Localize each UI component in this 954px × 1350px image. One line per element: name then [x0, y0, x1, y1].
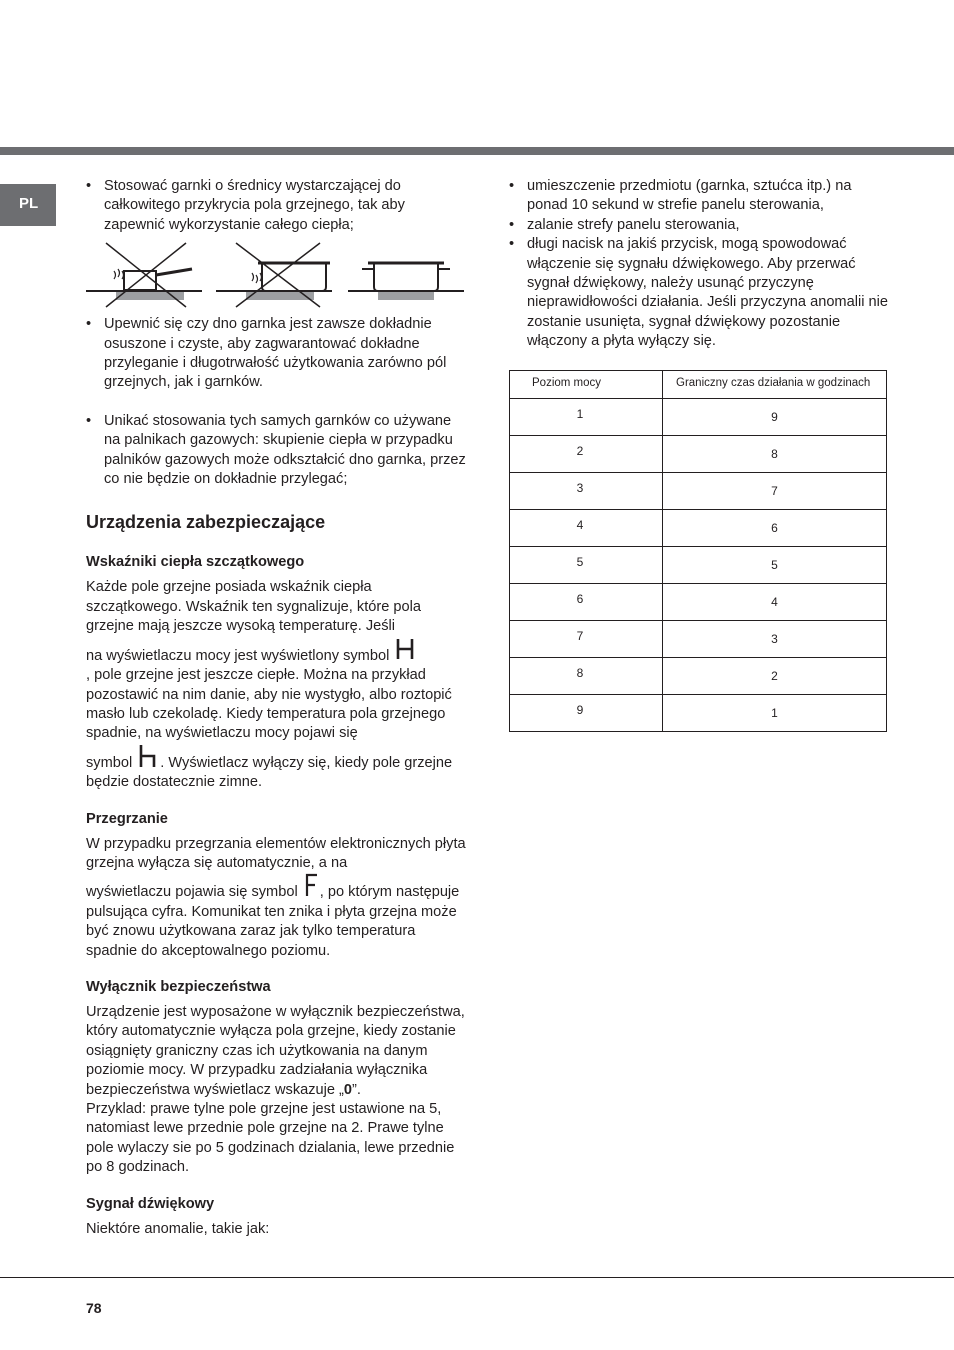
list-item: • umieszczenie przedmiotu (garnka, sztućca itp.) na ponad 10 sekund w strefie panelu sterowania,	[509, 177, 889, 216]
table-row	[510, 509, 887, 546]
footer-rule	[0, 1277, 954, 1278]
pan-tips-list	[86, 177, 466, 235]
residual-heat-title: Wskaźniki ciepła szczątkowego	[86, 554, 305, 571]
overheat-title: Przegrzanie	[86, 810, 168, 827]
table-row	[510, 583, 887, 620]
residual-heat-text: Każde pole grzejne posiada wskaźnik ciepła szczątkowego. Wskaźnik ten sygnalizuje, które pola grzejne mają jeszcze wysoką temperaturę. Jeśli na wyświetlaczu mocy jest wyświetlony symbol , pole grzejne jest jeszcze ciepłe. Można na przykład pozostawić na nim danie, aby nie wystygło, albo roztopić masło lub czekoladę. Kiedy temperatura pola grzejnego spadnie, na wyświetlaczu mocy pojawi się symbol . Wyświetlacz wyłączy się, kiedy pole grzejne będzie dostatecznie zimne.	[86, 579, 453, 791]
power-level-cell: 2	[510, 435, 663, 472]
table-row	[510, 472, 887, 509]
wide-pan-wrong-icon	[216, 241, 332, 309]
time-limit-cell: 1	[663, 694, 887, 731]
sound-signal-title: Sygnał dźwiękowy	[86, 1195, 215, 1212]
small-pan-wrong-icon	[86, 241, 202, 309]
power-level-cell: 5	[510, 546, 663, 583]
table-row	[510, 398, 887, 435]
section-title: Urządzenia zabezpieczające	[86, 512, 326, 533]
list-item: • Stosować garnki o średnicy wystarczającej do całkowitego przykrycia pola grzejnego, tak aby zapewnić wykorzystanie całego ciepła;	[86, 177, 466, 235]
display-H-symbol-icon	[395, 637, 415, 661]
display-h-symbol-icon	[138, 744, 158, 768]
power-level-cell: 6	[510, 583, 663, 620]
correct-pan-icon	[348, 241, 464, 309]
time-limit-cell: 7	[663, 472, 887, 509]
safety-switch-text: Urządzenie jest wyposażone w wyłącznik bezpieczeństwa, który automatycznie wyłącza pola grzejne, kiedy zostanie osiągnięty graniczny czas ich użytkowania na danym poziomie mocy. W przypadku zadziałania wyłącznika bezpieczeństwa wyświetlacz wskazuje „0”. Przyklad: prawe tylne pole grzejne jest ustawione na 5, natomiast lewe przednie pole grzejne na 2. Prawe tylne pole wylaczy sie po 5 godzinach dzialania, lewe przednie po 8 godzinach.	[86, 1003, 465, 1176]
safety-switch-title: Wyłącznik bezpieczeństwa	[86, 978, 271, 995]
power-level-cell: 9	[510, 694, 663, 731]
power-level-cell: 8	[510, 657, 663, 694]
anomalies-list	[509, 177, 889, 352]
power-level-cell: 4	[510, 509, 663, 546]
column-header: Poziom mocy	[510, 370, 663, 398]
language-tab: PL	[0, 184, 56, 226]
time-limit-cell: 6	[663, 509, 887, 546]
right-column	[509, 177, 889, 732]
time-limit-cell: 3	[663, 620, 887, 657]
display-F-symbol-icon	[304, 873, 318, 897]
overheat-text: W przypadku przegrzania elementów elektronicznych płyta grzejna wyłącza się automatycznie, a na wyświetlaczu pojawia się symbol , po którym następuje pulsująca cyfra. Komunikat ten znika i płyta grzejna może być znowu użytkowana zaraz jak tylko temperatura spadnie do akceptowalnego poziomu.	[86, 835, 466, 959]
list-item: • zalanie strefy panelu sterowania,	[509, 216, 889, 235]
table-row	[510, 694, 887, 731]
table-header-row	[510, 370, 887, 398]
header-bar	[0, 147, 954, 155]
power-level-cell: 3	[510, 472, 663, 509]
time-limit-cell: 5	[663, 546, 887, 583]
table-row	[510, 657, 887, 694]
pan-illustrations	[86, 241, 466, 309]
power-limit-table	[509, 370, 887, 732]
pan-care-list	[86, 315, 466, 489]
power-level-cell: 7	[510, 620, 663, 657]
list-item: • długi nacisk na jakiś przycisk, mogą spowodować włączenie się sygnału dźwiękowego. Aby przerwać sygnał dźwiękowy, należy usunąć przyczynę nieprawidłowości działania. Jeśli przyczyna anomalii nie zostanie usunięta, sygnał dźwiękowy pozostanie włączony a płyta wyłączy się.	[509, 235, 889, 351]
column-header: Graniczny czas działania w godzinach	[663, 370, 887, 398]
power-level-cell: 1	[510, 398, 663, 435]
left-column	[86, 177, 466, 1239]
time-limit-cell: 4	[663, 583, 887, 620]
page-number: 78	[86, 1300, 102, 1316]
table-row	[510, 435, 887, 472]
list-item: • Unikać stosowania tych samych garnków co używane na palnikach gazowych: skupienie ciepła w przypadku palników gazowych może odkształcić dno garnka, przez co nie będzie on dokładnie przylegać;	[86, 412, 466, 490]
time-limit-cell: 8	[663, 435, 887, 472]
table-row	[510, 620, 887, 657]
time-limit-cell: 2	[663, 657, 887, 694]
time-limit-cell: 9	[663, 398, 887, 435]
sound-signal-text: Niektóre anomalie, takie jak:	[86, 1220, 270, 1237]
table-row	[510, 546, 887, 583]
list-item: • Upewnić się czy dno garnka jest zawsze dokładnie osuszone i czyste, aby zagwarantować dokładne przyleganie i długotrwałość użytkowania zarówno pól grzejnych, jak i garnków.	[86, 315, 466, 393]
